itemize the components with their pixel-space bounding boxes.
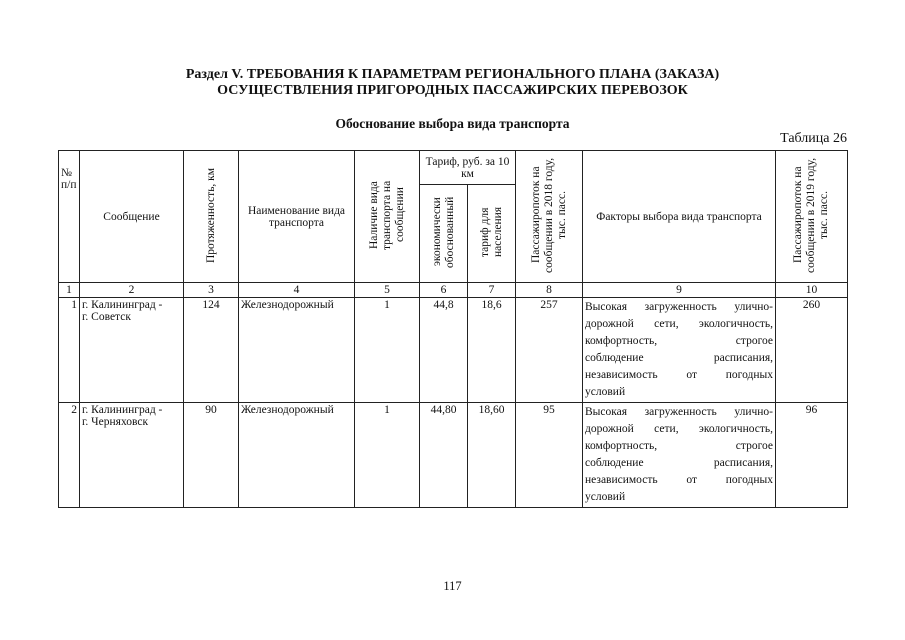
colnum-5: 5: [355, 283, 420, 298]
row-availability: 1: [355, 403, 420, 508]
colnum-10: 10: [776, 283, 848, 298]
row-factors-line: дорожной сети, экологичность,: [585, 318, 774, 330]
row-factors-line: независимость от погодных: [585, 474, 774, 486]
header-row-top: [59, 151, 848, 185]
colnum-3: 3: [184, 283, 239, 298]
header-flow-2019: [776, 151, 848, 283]
row-tariff-population: 18,60: [468, 403, 516, 508]
row-factors-line: условий: [585, 386, 626, 398]
colnum-6: 6: [420, 283, 468, 298]
header-num-line2: п/п: [61, 179, 77, 191]
header-tariff-economic-text: экономически обоснованный: [430, 196, 456, 268]
row-factors-line: Высокая загруженность улично-: [585, 301, 774, 313]
section-title: [0, 67, 905, 99]
row-flow-2018: 257: [516, 298, 583, 403]
colnum-7: 7: [468, 283, 516, 298]
header-transport-name: Наименование вида транспорта: [239, 151, 355, 283]
row-factors-line: условий: [585, 491, 626, 503]
header-flow-2018-text: Пассажиропоток на сообщении в 2018 году, тыс. пасс.: [529, 157, 568, 273]
row-route: [80, 403, 184, 508]
colnum-1: 1: [59, 283, 80, 298]
row-tariff-economic: 44,8: [420, 298, 468, 403]
header-tariff-economic: [420, 185, 468, 283]
table-label: Таблица 26: [780, 131, 847, 146]
table-row: [59, 403, 848, 508]
header-flow-2019-text: Пассажиропоток на сообщении в 2019 году, тыс. пасс.: [792, 157, 831, 273]
colnum-2: 2: [80, 283, 184, 298]
row-factors-line: дорожной сети, экологичность,: [585, 423, 774, 435]
row-flow-2018: 95: [516, 403, 583, 508]
colnum-8: 8: [516, 283, 583, 298]
header-num: [59, 151, 80, 283]
header-length-text: Протяженность, км: [204, 167, 217, 263]
row-factors-line: независимость от погодных: [585, 369, 774, 381]
row-length: 124: [184, 298, 239, 403]
header-length: [184, 151, 239, 283]
row-route: [80, 298, 184, 403]
table-row: [59, 298, 848, 403]
header-flow-2018: [516, 151, 583, 283]
header-factors: Факторы выбора вида транспорта: [583, 151, 776, 283]
header-tariff-group: Тариф, руб. за 10 км: [420, 151, 516, 185]
row-num: 2: [59, 403, 80, 508]
row-factors-line: Высокая загруженность улично-: [585, 406, 774, 418]
row-transport: Железнодорожный: [239, 403, 355, 508]
row-factors-line: комфортность, строгое: [585, 335, 774, 347]
column-number-row: [59, 283, 848, 298]
row-factors: [583, 403, 776, 508]
row-route-line2: г. Черняховск: [82, 416, 149, 428]
transport-table: [58, 150, 848, 508]
row-flow-2019: 260: [776, 298, 848, 403]
section-title-line2: ОСУЩЕСТВЛЕНИЯ ПРИГОРОДНЫХ ПАССАЖИРСКИХ ПЕРЕВОЗОК: [217, 83, 688, 98]
header-num-line1: №: [61, 167, 72, 179]
colnum-4: 4: [239, 283, 355, 298]
row-flow-2019: 96: [776, 403, 848, 508]
header-availability-text: Наличие вида транспорта на сообщении: [367, 180, 406, 250]
row-factors-line: комфортность, строгое: [585, 440, 774, 452]
row-factors-line: соблюдение расписания,: [585, 352, 774, 364]
row-route-line2: г. Советск: [82, 311, 131, 323]
header-tariff-population: [468, 185, 516, 283]
row-tariff-population: 18,6: [468, 298, 516, 403]
row-factors-line: соблюдение расписания,: [585, 457, 774, 469]
table-subtitle: Обоснование выбора вида транспорта: [335, 116, 570, 131]
row-availability: 1: [355, 298, 420, 403]
section-title-line1: Раздел V. ТРЕБОВАНИЯ К ПАРАМЕТРАМ РЕГИОНАЛЬНОГО ПЛАНА (ЗАКАЗА): [185, 67, 720, 82]
row-route-line1: г. Калининград -: [82, 404, 163, 416]
header-tariff-population-text: тариф для населения: [478, 206, 504, 258]
row-length: 90: [184, 403, 239, 508]
row-tariff-economic: 44,80: [420, 403, 468, 508]
row-route-line1: г. Калининград -: [82, 299, 163, 311]
row-factors: [583, 298, 776, 403]
row-num: 1: [59, 298, 80, 403]
header-availability: [355, 151, 420, 283]
row-transport: Железнодорожный: [239, 298, 355, 403]
colnum-9: 9: [583, 283, 776, 298]
page-number: 117: [443, 579, 462, 593]
header-route: Сообщение: [80, 151, 184, 283]
